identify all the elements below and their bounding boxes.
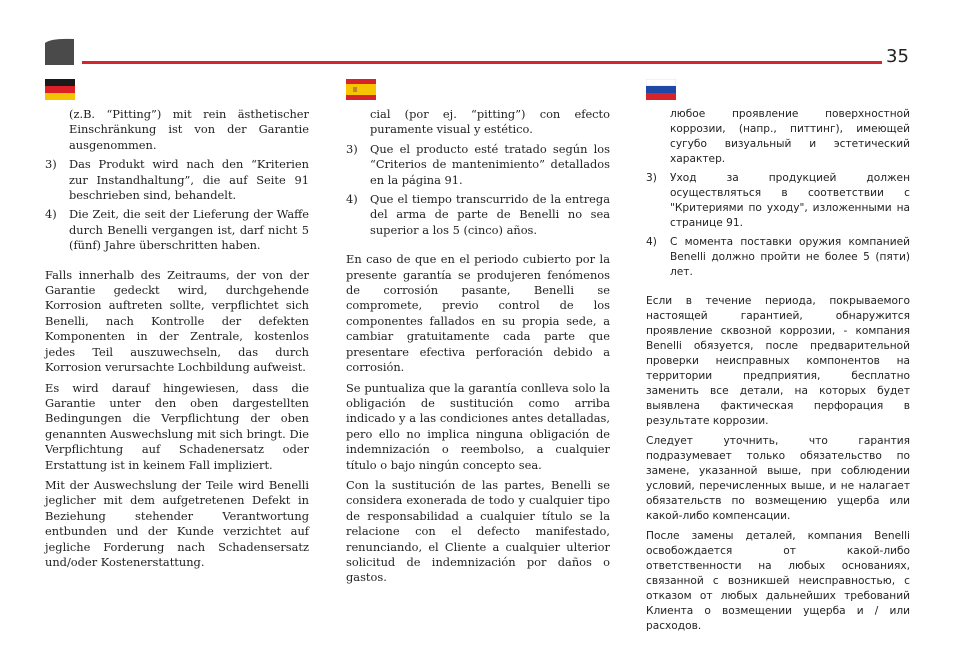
list-item xyxy=(346,142,610,188)
german-column xyxy=(45,107,309,575)
list-item-continuation: любое проявление поверхностной коррозии, (напр., питтинг), имеющей сугубо визуальный и эстетический характер. xyxy=(670,108,910,165)
list-number: 4) xyxy=(646,236,657,248)
numbered-list xyxy=(45,157,309,253)
list-item-text: Que el producto esté tratado según los “Criterios de mantenimiento” detallados en la página 91. xyxy=(370,141,610,187)
numbered-list xyxy=(646,171,910,280)
list-number: 4) xyxy=(346,192,358,207)
corner-tab-icon xyxy=(45,38,74,65)
paragraph: Se puntualiza que la garantía conlleva solo la obligación de sustitución como arriba indicado y a las condiciones antes detalladas, pero ello no implica ninguna obligación de indemnización o reembolso, a cualquier título o bajo ningún concepto sea. xyxy=(346,380,610,472)
paragraph: Con la sustitución de las partes, Benelli se considera exonerada de todo y cualquier tipo de responsabilidad a cualquier título se la relacione con el defecto manifestado, renunciando, el Cliente a cualquier ulterior solicitud de indemnización por daños o gastos. xyxy=(346,477,610,585)
paragraph: Es wird darauf hingewiesen, dass die Garantie unter den oben dargestellten Bedingungen die Verpflichtung der oben genannten Auswechslung mit sich bringt. Die Verpflichtung auf Schadenersatz oder Erstattung ist in keinem Fall impliziert. xyxy=(45,380,309,472)
list-item-text: Que el tiempo transcurrido de la entrega del arma de parte de Benelli no sea superior a los 5 (cinco) años. xyxy=(370,192,610,237)
paragraph: Falls innerhalb des Zeitraums, der von der Garantie gedeckt wird, durchgehende Korrosion auftreten sollte, verpflichtet sich Benelli, nach Kontrolle der defekten Komponenten in der Zentrale, kostenlos jedes Teil auszuwechseln, das durch Korrosion verursachte Lochbildung aufweist. xyxy=(45,267,309,375)
list-item-text: С момента поставки оружия компанией Benelli должно пройти не более 5 (пяти) лет. xyxy=(670,236,910,278)
list-item-text: Die Zeit, die seit der Lieferung der Waffe durch Benelli vergangen ist, darf nicht 5 (fünf) Jahre überschritten haben. xyxy=(69,207,309,253)
list-item-continuation: cial (por ej. “pitting”) con efecto puramente visual y estético. xyxy=(370,107,610,137)
spanish-column xyxy=(346,107,610,591)
page-number: 35 xyxy=(886,46,909,67)
numbered-list xyxy=(346,142,610,238)
paragraph: Mit der Auswechslung der Teile wird Benelli jeglicher mit dem aufgetretenen Defekt in Beziehung stehender Verantwortung entbunden und der Kunde verzichtet auf jegliche Forderung nach Schadensersatz und/oder Kostenerstattung. xyxy=(45,477,309,569)
list-number: 3) xyxy=(646,172,657,184)
russian-column xyxy=(646,107,910,639)
list-item-continuation: (z.B. “Pitting”) mit rein ästhetischer Einschränkung ist von der Garantie ausgenommen. xyxy=(69,107,309,152)
paragraph: Следует уточнить, что гарантия подразумевает только обязательство по замене, указанной выше, при соблюдении условий, перечисленных выше, и не налагает обязательств по возмещению ущерба или какой-либо компенсации. xyxy=(646,435,910,522)
russian-flag-icon xyxy=(646,79,676,100)
list-item xyxy=(646,171,910,231)
list-number: 4) xyxy=(45,207,57,222)
list-item-text: Das Produkt wird nach den “Kriterien zur Instandhaltung”, die auf Seite 91 beschrieben sind, behandelt. xyxy=(69,157,309,203)
paragraph: Если в течение периода, покрываемого настоящей гарантией, обнаружится проявление сквозной коррозии, - компания Benelli обязуется, после предварительной проверки неисправных компонентов на территории предприятия, бесплатно заменить все детали, на которых будет выявлена фактическая перфорация в результате коррозии. xyxy=(646,295,910,427)
paragraph: En caso de que en el periodo cubierto por la presente garantía se produjeren fenómenos de corrosión pasante, Benelli se compromete, previo control de los componentes fallados en su propia sede, a cambiar gratuitamente cada parte que presentare efectiva perforación debido a corrosión. xyxy=(346,252,610,375)
list-number: 3) xyxy=(346,141,358,156)
list-item xyxy=(45,207,309,253)
list-item xyxy=(45,157,309,203)
german-flag-icon xyxy=(45,79,75,100)
paragraph: После замены деталей, компания Benelli освобождается от какой-либо ответственности на любых основаниях, связанной с возникшей неисправностью, с отказом от любых дальнейших требований Клиента о возмещении ущерба и / или расходов. xyxy=(646,530,910,632)
header-rule xyxy=(82,61,882,64)
list-item-text: Уход за продукцией должен осуществляться в соответствии с "Критериями по уходу", изложенными на странице 91. xyxy=(670,172,910,229)
list-item xyxy=(646,235,910,280)
list-item xyxy=(346,192,610,238)
spanish-flag-icon xyxy=(346,79,376,100)
list-number: 3) xyxy=(45,157,57,172)
